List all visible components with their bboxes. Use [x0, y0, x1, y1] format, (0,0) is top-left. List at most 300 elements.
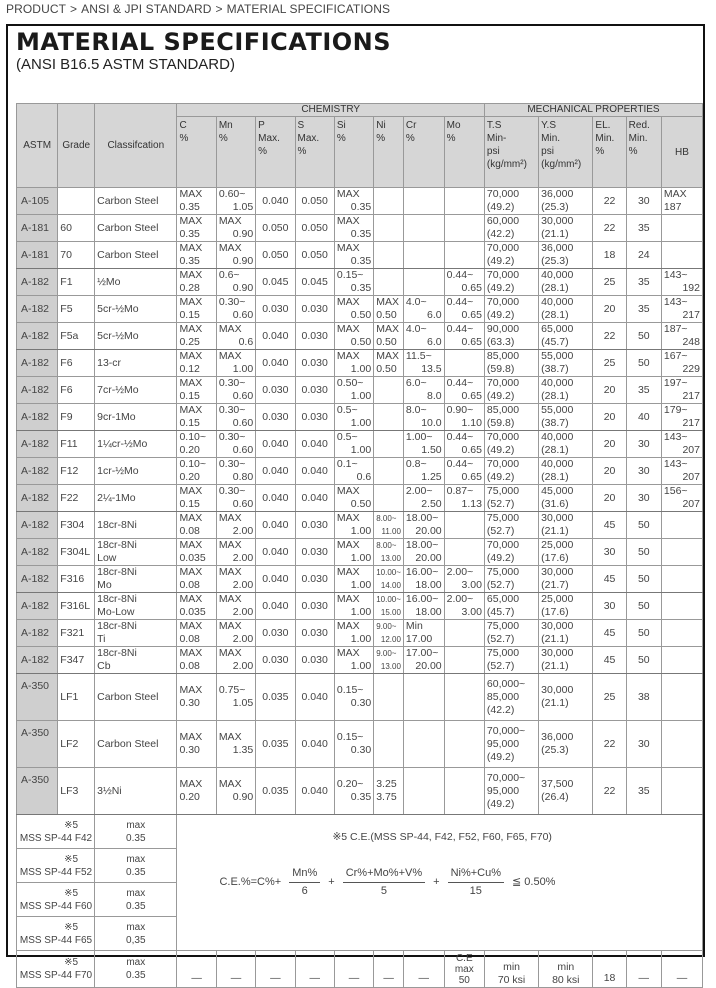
ys-value: 36,000	[541, 188, 574, 200]
cell-c	[177, 269, 216, 296]
ts-value: 75,000	[486, 512, 520, 524]
cell-c	[177, 647, 216, 674]
ys-value: (17.6)	[541, 606, 569, 618]
si-value	[337, 296, 371, 322]
cr-value	[406, 350, 442, 376]
cell-si	[334, 566, 373, 593]
cell-ts	[484, 674, 538, 721]
c-value: 0.35	[179, 228, 200, 240]
ce-value: max	[454, 963, 474, 975]
cell-hb	[661, 620, 702, 647]
cell-el: 22	[593, 721, 626, 768]
cell-red: 38	[626, 674, 661, 721]
breadcrumb-separator: >	[70, 2, 78, 16]
ts-value: (49.2)	[486, 255, 515, 267]
formula-rhs: ≦ 0.50%	[512, 876, 556, 888]
table-row	[17, 458, 703, 485]
classification-line: 1¼cr-½Mo	[97, 437, 148, 450]
c-value: MAX	[179, 269, 203, 281]
mn-value-line1: MAX	[218, 593, 242, 605]
col-header-el	[593, 117, 626, 188]
cell-cr	[403, 768, 444, 815]
cell-classification	[95, 296, 177, 323]
ys-value: 45,000	[541, 485, 574, 497]
c-value: MAX	[179, 566, 203, 578]
formula-lhs: C.E.%=C%+	[219, 876, 282, 888]
cell-classification	[95, 647, 177, 674]
si-value	[337, 620, 371, 646]
mn-value-line2: 1.05	[232, 201, 254, 213]
cell-el: 30	[593, 593, 626, 620]
mn-value-line2: 0.60	[232, 498, 254, 510]
cell-p: 0.035	[256, 721, 295, 768]
cell-si	[334, 404, 373, 431]
ni-value: 0.50	[376, 309, 397, 321]
cell-f70-si: —	[295, 951, 334, 988]
ys-value: (21.1)	[541, 633, 569, 645]
col-header-line: %	[628, 146, 638, 157]
c-value: 0.08	[179, 525, 200, 537]
classification-line: 18cr-8Ni	[97, 647, 137, 659]
mn-value-line1: 0.30~	[218, 485, 246, 497]
ys-value: (25.3)	[541, 255, 569, 267]
cell-el: 20	[593, 296, 626, 323]
si-value-line1: MAX	[336, 350, 360, 362]
ce-formula	[219, 867, 555, 898]
ys-value: (26.4)	[541, 791, 569, 803]
cell-mo	[444, 485, 484, 512]
col-header-line: Ni	[376, 120, 386, 131]
mo-value	[447, 485, 482, 511]
c-value: 0.08	[179, 660, 200, 672]
cell-grade: LF1	[58, 674, 95, 721]
fraction-ni-cu-numerator: Ni%+Cu%	[448, 867, 504, 883]
cell-grade: F304	[58, 512, 95, 539]
ts-value: (52.7)	[486, 660, 515, 672]
hb-value	[664, 323, 700, 349]
cell-red: 50	[626, 539, 661, 566]
cell-hb	[661, 350, 702, 377]
cell-c	[177, 539, 216, 566]
cell-s: 0.030	[295, 539, 334, 566]
si-value	[337, 485, 371, 511]
c-value: MAX	[179, 404, 203, 416]
hb-value-line2: 207	[682, 471, 700, 483]
c-value: 0.25	[179, 336, 200, 348]
cell-mn	[216, 458, 255, 485]
cell-si	[334, 431, 373, 458]
mo-value	[447, 377, 482, 403]
ts-value: (49.2)	[486, 797, 515, 810]
cell-el: 45	[593, 647, 626, 674]
cell-mo	[444, 350, 484, 377]
hb-value-line1: 187~	[663, 323, 688, 335]
cell-ys	[539, 269, 593, 296]
cell-f70-ce	[444, 951, 484, 988]
hb-value-line1: 143~	[663, 296, 688, 308]
cell-astm: A-350	[17, 721, 58, 768]
cell-p: 0.030	[256, 404, 295, 431]
mn-value-line2: 0.60	[232, 309, 254, 321]
col-header-c	[177, 117, 216, 188]
table-row	[17, 674, 703, 721]
cr-value	[406, 539, 442, 565]
cr-value-line2: 1.25	[421, 471, 442, 483]
cell-si	[334, 188, 373, 215]
c-value: MAX	[179, 188, 203, 200]
cell-classification	[95, 721, 177, 768]
ts-value: 85,000	[486, 690, 520, 703]
ys-value: (21.1)	[541, 660, 569, 672]
cell-mo	[444, 188, 484, 215]
cell-hb	[661, 458, 702, 485]
cell-mss-c	[95, 951, 177, 988]
col-header-line: %	[258, 146, 268, 157]
mn-value-line2: 0.60	[232, 390, 254, 402]
col-header-line: (kg/mm²)	[541, 159, 582, 170]
col-header-line: %	[446, 133, 456, 144]
ts-value: 95,000	[486, 737, 520, 750]
ni-value-line2: 14.00	[380, 581, 401, 590]
classification-line: 5cr-½Mo	[97, 302, 139, 315]
cell-ys	[539, 377, 593, 404]
cell-classification	[95, 431, 177, 458]
cell-astm: A-182	[17, 269, 58, 296]
mo-value-line2: 0.65	[461, 444, 482, 456]
cell-c	[177, 721, 216, 768]
hb-value: MAX	[663, 188, 687, 200]
mn-value	[219, 215, 253, 241]
ce-formula-note	[177, 815, 703, 951]
si-value-line1: MAX	[336, 512, 360, 524]
group-header-chemistry: CHEMISTRY	[177, 104, 484, 117]
cell-ys	[539, 458, 593, 485]
mn-value-line2: 0.90	[232, 255, 254, 267]
classification-line: 7cr-½Mo	[97, 383, 139, 396]
cell-grade: F11	[58, 431, 95, 458]
col-header-line: %	[336, 133, 346, 144]
si-value-line2: 0.6	[356, 471, 372, 483]
cell-ys	[539, 404, 593, 431]
cell-s: 0.030	[295, 593, 334, 620]
cell-s: 0.030	[295, 566, 334, 593]
col-header-line: Mn	[218, 120, 233, 131]
si-value	[337, 350, 371, 376]
cell-el: 20	[593, 431, 626, 458]
col-header-line: Min.	[541, 133, 561, 144]
cr-value	[406, 647, 442, 673]
ts-value: (49.2)	[486, 309, 515, 321]
cell-ys	[539, 350, 593, 377]
c-value: 0.10~	[179, 431, 207, 443]
classification-line: 9cr-1Mo	[97, 410, 136, 423]
si-value-line1: 0.5~	[336, 431, 358, 443]
cr-value-line1: 2.00~	[405, 485, 433, 497]
si-value-line1: MAX	[336, 566, 360, 578]
cell-hb	[661, 539, 702, 566]
cell-red: 50	[626, 593, 661, 620]
cell-mo	[444, 674, 484, 721]
mn-value-line1: MAX	[218, 512, 242, 524]
cell-el: 25	[593, 269, 626, 296]
col-header-line: %	[297, 146, 307, 157]
col-header-line: T.S	[486, 120, 502, 131]
cell-mn	[216, 620, 255, 647]
cell-s: 0.050	[295, 242, 334, 269]
cell-ni	[374, 721, 404, 768]
hb-value-line2: 192	[682, 282, 700, 294]
cell-cr	[403, 269, 444, 296]
cell-f70-mn: —	[177, 951, 216, 988]
mn-value-line2: 0.90	[232, 791, 254, 803]
si-value-line2: 0.35	[350, 791, 372, 803]
mss-c-value: max	[126, 853, 146, 865]
cell-p: 0.040	[256, 350, 295, 377]
cell-ni	[374, 458, 404, 485]
classification-line: ½Mo	[97, 275, 121, 288]
cell-p: 0.040	[256, 485, 295, 512]
mo-value-line1: 0.90~	[446, 404, 474, 416]
cell-astm: A-182	[17, 377, 58, 404]
c-value: MAX	[179, 647, 203, 659]
cell-cr	[403, 242, 444, 269]
hb-value-line2: 229	[682, 363, 700, 375]
cr-value	[406, 377, 442, 403]
cell-s: 0.045	[295, 269, 334, 296]
cr-value-line2: 20.00	[415, 552, 442, 564]
table-row	[17, 768, 703, 815]
cell-mn	[216, 242, 255, 269]
ts-value: (49.2)	[486, 552, 515, 564]
cell-hb	[661, 188, 702, 215]
c-value: 0.35	[179, 201, 200, 213]
cell-grade: F6	[58, 377, 95, 404]
ni-value-line1: 8.00~	[376, 541, 397, 550]
cell-mo	[444, 431, 484, 458]
mo-value-line1: 0.44~	[446, 269, 474, 281]
ni-value: 3.75	[376, 791, 397, 803]
hb-value	[664, 404, 700, 430]
cr-value	[406, 512, 442, 538]
cell-p: 0.030	[256, 620, 295, 647]
cell-ys	[539, 647, 593, 674]
cr-value-line1: 8.0~	[405, 404, 427, 416]
cell-grade: F347	[58, 647, 95, 674]
cell-astm: A-182	[17, 485, 58, 512]
mn-value	[219, 350, 253, 376]
cell-classification	[95, 404, 177, 431]
cell-red: 30	[626, 188, 661, 215]
cell-red: 35	[626, 215, 661, 242]
ys-value: (28.1)	[541, 390, 569, 402]
material-spec-table	[16, 103, 703, 988]
hb-value	[664, 350, 700, 376]
cell-p: 0.035	[256, 768, 295, 815]
mn-value-line2: 2.00	[232, 525, 254, 537]
ys-value: 30,000	[541, 215, 574, 227]
cell-p: 0.040	[256, 323, 295, 350]
cr-value-line2: 20.00	[415, 525, 442, 537]
cell-el: 22	[593, 323, 626, 350]
cell-f70-el: 18	[593, 951, 626, 988]
breadcrumb-item-ansi-jpi[interactable]: ANSI & JPI STANDARD	[81, 2, 212, 16]
cell-c	[177, 458, 216, 485]
cell-astm: A-182	[17, 431, 58, 458]
mss-row	[17, 815, 703, 849]
table-row	[17, 215, 703, 242]
col-header-mn	[216, 117, 255, 188]
cell-mo	[444, 721, 484, 768]
mss-grade-label: MSS SP-44 F42	[19, 832, 93, 844]
col-header-line: %	[179, 133, 189, 144]
cell-ys	[539, 188, 593, 215]
breadcrumb-separator: >	[215, 2, 223, 16]
cell-s: 0.030	[295, 350, 334, 377]
table-row	[17, 593, 703, 620]
cell-ys	[539, 431, 593, 458]
ts-value: 70,000	[486, 188, 520, 200]
mn-value-line2: 1.35	[232, 744, 254, 756]
cell-hb	[661, 377, 702, 404]
cell-ni	[374, 269, 404, 296]
cell-hb	[661, 593, 702, 620]
ts-value: 75,000	[486, 620, 520, 632]
mn-value	[219, 620, 253, 646]
cell-ys	[539, 768, 593, 815]
cell-si	[334, 485, 373, 512]
cell-mn	[216, 539, 255, 566]
cell-el: 22	[593, 768, 626, 815]
cell-mss-label	[17, 815, 95, 849]
c-value: 0.15	[179, 309, 200, 321]
hb-value	[664, 485, 700, 511]
breadcrumb-item-product[interactable]: PRODUCT	[6, 2, 67, 16]
si-value	[337, 731, 371, 757]
cell-ni	[374, 593, 404, 620]
cell-ni	[374, 188, 404, 215]
cell-classification	[95, 539, 177, 566]
ce-note-text: ※5 C.E.(MSS SP-44, F42, F52, F60, F65, F70)	[332, 831, 552, 843]
mn-value	[219, 731, 253, 757]
cell-cr	[403, 296, 444, 323]
si-value-line2: 1.00	[350, 552, 372, 564]
cell-s: 0.030	[295, 647, 334, 674]
cell-mss-label	[17, 951, 95, 988]
cell-red: 30	[626, 485, 661, 512]
cell-mn	[216, 647, 255, 674]
mn-value-line1: MAX	[218, 778, 242, 790]
cell-el: 22	[593, 188, 626, 215]
cell-s: 0.040	[295, 485, 334, 512]
si-value-line2: 1.00	[350, 390, 372, 402]
mn-value-line2: 2.00	[232, 606, 254, 618]
cell-ni	[374, 431, 404, 458]
page-title: MATERIAL SPECIFICATIONS	[16, 28, 392, 56]
hb-value-line2: 207	[682, 498, 700, 510]
mn-value-line2: 2.00	[232, 633, 254, 645]
mo-value-line2: 3.00	[461, 606, 482, 618]
cell-grade: LF3	[58, 768, 95, 815]
ys-value: 40,000	[541, 377, 574, 389]
cell-el: 45	[593, 566, 626, 593]
cell-grade	[58, 188, 95, 215]
table-row	[17, 485, 703, 512]
mo-value-line2: 0.65	[461, 282, 482, 294]
ys-value: (21.1)	[541, 697, 569, 709]
si-value-line2: 1.00	[350, 633, 372, 645]
col-header-ys	[539, 117, 593, 188]
cell-c	[177, 485, 216, 512]
cell-mo	[444, 647, 484, 674]
col-header-line: Min-	[486, 133, 507, 144]
si-value	[337, 269, 371, 295]
mn-value-line1: 0.30~	[218, 458, 246, 470]
cell-ts	[484, 566, 538, 593]
ts-value: (52.7)	[486, 525, 515, 537]
cell-s: 0.040	[295, 674, 334, 721]
cell-ys	[539, 512, 593, 539]
cell-si	[334, 377, 373, 404]
ys-value: 25,000	[541, 593, 574, 605]
cr-value-line2: 6.0	[427, 309, 442, 321]
si-value-line1: MAX	[336, 296, 360, 308]
mn-value-line2: 2.00	[232, 579, 254, 591]
ys-value: 40,000	[541, 269, 574, 281]
cell-cr	[403, 512, 444, 539]
mss-grade-label: MSS SP-44 F52	[19, 866, 93, 878]
ts-value: 85,000	[486, 350, 520, 362]
ys-value: (38.7)	[541, 417, 569, 429]
mo-value-line1: 0.44~	[446, 377, 474, 389]
cell-mss-c	[95, 815, 177, 849]
cell-si	[334, 768, 373, 815]
col-header-line: Max.	[297, 133, 320, 144]
si-value-line1: 0.50~	[336, 377, 364, 389]
cell-ys	[539, 296, 593, 323]
cell-mn	[216, 566, 255, 593]
col-header-line: %	[405, 133, 415, 144]
si-value-line1: 0.15~	[336, 684, 364, 696]
c-value: 0.28	[179, 282, 200, 294]
c-value: 0.15	[179, 390, 200, 402]
mn-value-line2: 2.00	[232, 660, 254, 672]
si-value-line2: 0.35	[350, 201, 372, 213]
c-value: MAX	[179, 620, 203, 632]
cell-classification	[95, 269, 177, 296]
cell-p: 0.040	[256, 539, 295, 566]
ys-value: (28.1)	[541, 444, 569, 456]
mn-value-line1: MAX	[218, 539, 242, 551]
cell-el: 22	[593, 215, 626, 242]
hb-value-line1: 156~	[663, 485, 688, 497]
cr-value-line1: 4.0~	[405, 296, 427, 308]
mo-value-line2: 0.65	[461, 336, 482, 348]
classification-line: Ti	[97, 633, 106, 645]
classification-line: Mo	[97, 579, 112, 591]
spec-sheet	[6, 24, 705, 986]
si-value-line2: 0.35	[350, 282, 372, 294]
cell-mn	[216, 721, 255, 768]
cell-grade: F5	[58, 296, 95, 323]
table-row	[17, 431, 703, 458]
classification-line: Low	[97, 552, 117, 564]
cell-ts	[484, 458, 538, 485]
col-header-hb: HB	[661, 117, 702, 188]
si-value-line2: 0.50	[350, 498, 372, 510]
hb-value-line2: 217	[682, 417, 700, 429]
cell-grade: F321	[58, 620, 95, 647]
ts-value: 60,000~	[486, 677, 526, 690]
